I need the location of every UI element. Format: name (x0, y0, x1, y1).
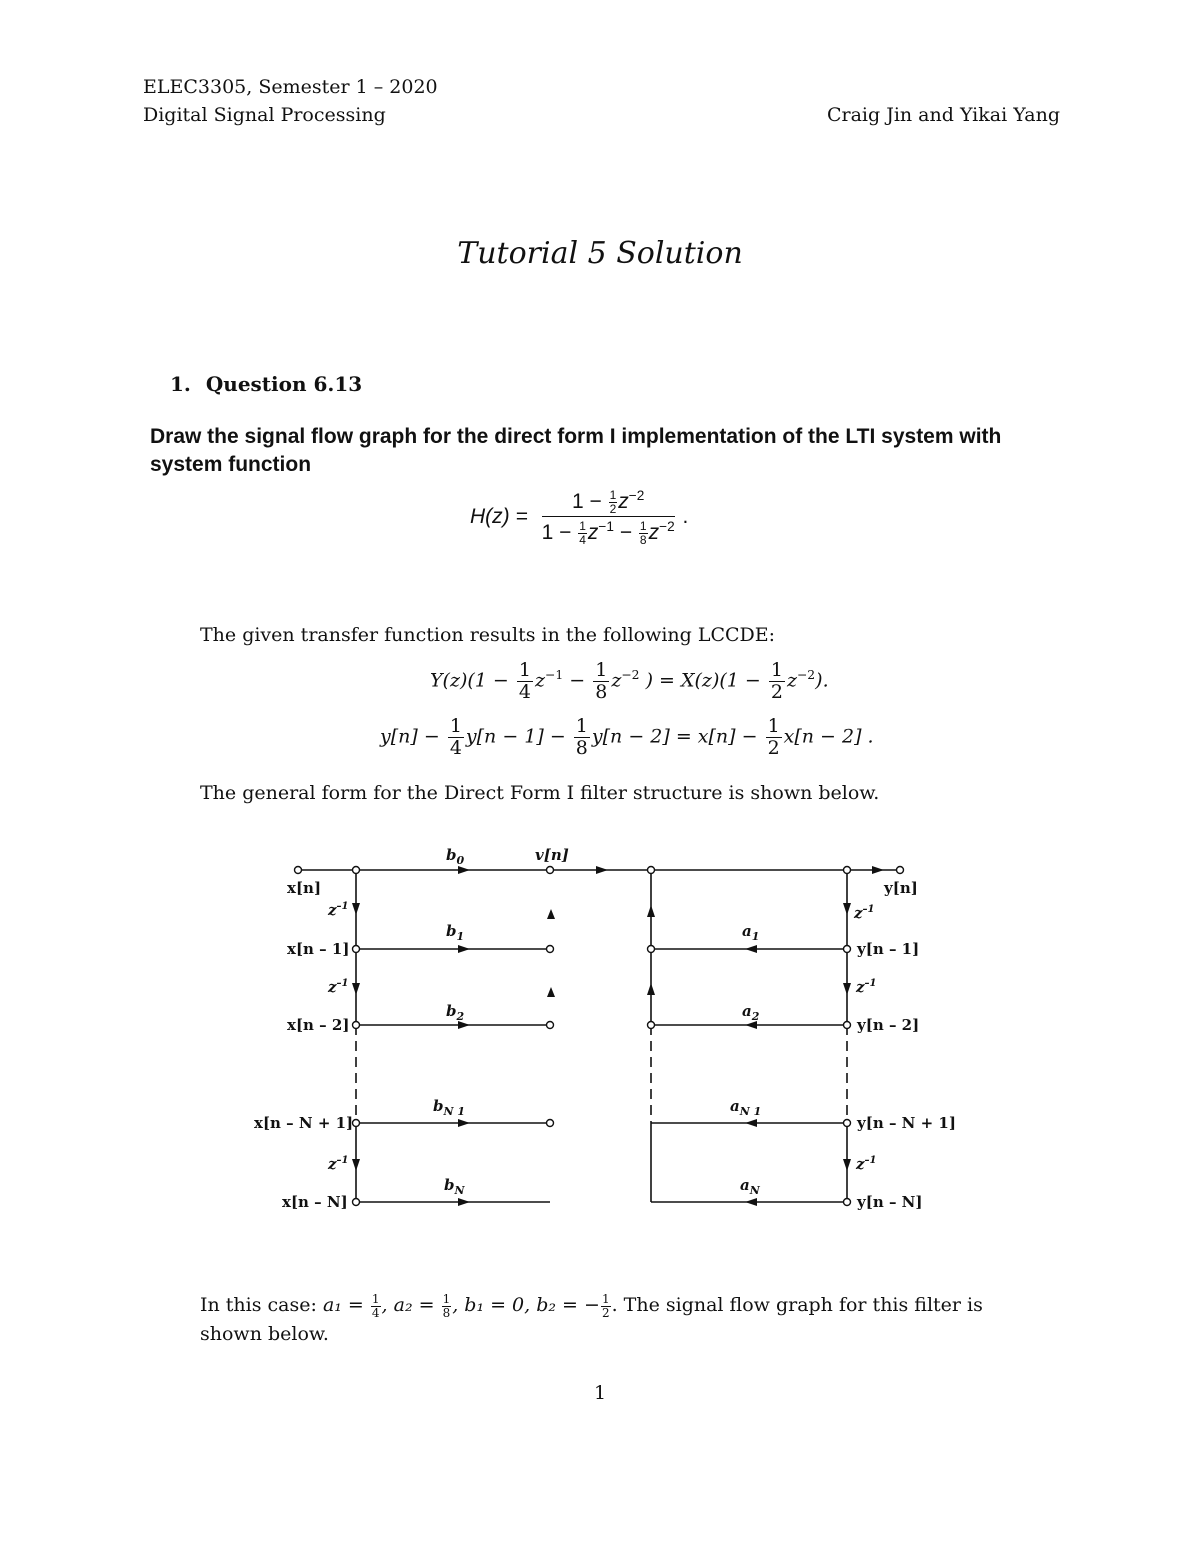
b0-label: $b_0$ (446, 846, 465, 867)
x-n-N-label: x[n – N] (282, 1193, 348, 1211)
h-numerator (542, 488, 675, 517)
a2-frac: $\frac{1}{8}$ (442, 1292, 451, 1320)
eq1-frac1: $\frac{1}{4}$ (518, 659, 531, 703)
h-num-exp: −2 (628, 488, 645, 503)
course-line: ELEC3305, Semester 1 – 2020 (143, 76, 438, 98)
bN1-label: $b_{N 1}$ (433, 1097, 466, 1118)
y-n-1-label: y[n – 1] (857, 940, 920, 958)
y-n-2-label: y[n – 2] (857, 1016, 920, 1034)
eq1-frac2: $\frac{1}{8}$ (595, 659, 608, 703)
x-n-1-label: x[n – 1] (287, 940, 350, 958)
question-prompt (150, 423, 1001, 479)
b1-label: $b_1$ (446, 922, 465, 943)
question-title: Question 6.13 (205, 372, 363, 396)
aN-label: $a_N$ (740, 1176, 760, 1197)
b2-frac: $\frac{1}{2}$ (601, 1292, 610, 1320)
h-den-minus: − (619, 520, 633, 544)
h-den-z1: z (587, 520, 599, 544)
y-n-N1-label: y[n – N + 1] (857, 1114, 956, 1132)
prompt-line-2: system function (150, 453, 312, 476)
x-n-2-label: x[n – 2] (287, 1016, 350, 1034)
delay-label-left-1: $z^{-1}$ (328, 901, 349, 919)
transfer-function (470, 488, 688, 546)
direct-form-i-diagram (240, 835, 960, 1215)
y-n-N-label: y[n – N] (857, 1193, 923, 1211)
case-line-2: shown below. (200, 1323, 329, 1345)
x-n-label: x[n] (287, 879, 322, 897)
question-number: 1. (170, 372, 191, 396)
eq2-frac2: $\frac{1}{8}$ (575, 715, 588, 759)
v-n-label: v[n] (535, 846, 569, 864)
h-den-e2: −2 (659, 518, 675, 534)
h-period: . (682, 505, 689, 529)
subject-line: Digital Signal Processing (143, 104, 386, 126)
question-heading (170, 372, 362, 396)
lccde-eq2: y[n] − $\frac{1}{4}$ y[n − 1] − $\frac{1}{8}$ y[n − 2] = x[n] − $\frac{1}{2}$ x[n − 2] . (380, 715, 874, 759)
general-form-text: The general form for the Direct Form I filter structure is shown below. (200, 782, 880, 804)
h-den-frac1: $\frac{1}{4}$ (579, 518, 586, 547)
h-den-one: 1 − (541, 520, 572, 544)
case-line: In this case: a₁ = $\frac{1}{4}$ , a₂ = $\frac{1}{8}$ , b₁ = 0, b₂ = − $\frac{1}{2}$ . The signal flow graph for this filter is (200, 1292, 983, 1320)
delay-label-right-3: $z^{-1}$ (856, 1155, 877, 1173)
h-den-frac2: $\frac{1}{8}$ (639, 518, 647, 547)
page-title: Tutorial 5 Solution (457, 236, 743, 271)
prompt-line-1: Draw the signal flow graph for the direct form I implementation of the LTI system with (150, 425, 1002, 448)
eq2-frac3: $\frac{1}{2}$ (767, 715, 780, 759)
h-fraction (542, 488, 675, 546)
x-n-N1-label: x[n – N + 1] (254, 1114, 354, 1132)
delay-label-left-3: $z^{-1}$ (328, 1155, 349, 1173)
a1-frac: $\frac{1}{4}$ (371, 1292, 380, 1320)
delay-label-left-2: $z^{-1}$ (328, 978, 349, 996)
lccde-intro: The given transfer function results in the following LCCDE: (200, 624, 776, 646)
aN1-label: $a_{N 1}$ (730, 1097, 762, 1118)
h-num-frac: $\frac{1}{2}$ (609, 488, 617, 516)
h-den-z2: z (648, 520, 660, 544)
eq1-frac3: $\frac{1}{2}$ (770, 659, 783, 703)
h-denominator (542, 517, 675, 547)
y-n-label: y[n] (884, 879, 918, 897)
lccde-eq1: Y(z)(1 − $\frac{1}{4}$ $z^{-1}$ − $\frac{1}{8}$ $z^{-2}$ ) = X(z)(1 − $\frac{1}{2}$ $z^{-2}$). (430, 659, 829, 703)
eq2-frac1: $\frac{1}{4}$ (449, 715, 462, 759)
h-den-e1: −1 (598, 518, 614, 534)
h-num-one: 1 − (571, 490, 602, 513)
bN-label: $b_N$ (444, 1176, 465, 1197)
a1-label: $a_1$ (742, 922, 760, 943)
b2-label: $b_2$ (446, 1002, 465, 1023)
delay-label-right-2: $z^{-1}$ (856, 978, 877, 996)
delay-label-right-1: $z^{-1}$ (854, 904, 875, 922)
h-lhs: H(z) = (470, 505, 528, 529)
a2-label: $a_2$ (742, 1002, 760, 1023)
h-num-z: z (618, 490, 629, 513)
page-number: 1 (593, 1382, 607, 1404)
authors-line: Craig Jin and Yikai Yang (826, 104, 1060, 126)
